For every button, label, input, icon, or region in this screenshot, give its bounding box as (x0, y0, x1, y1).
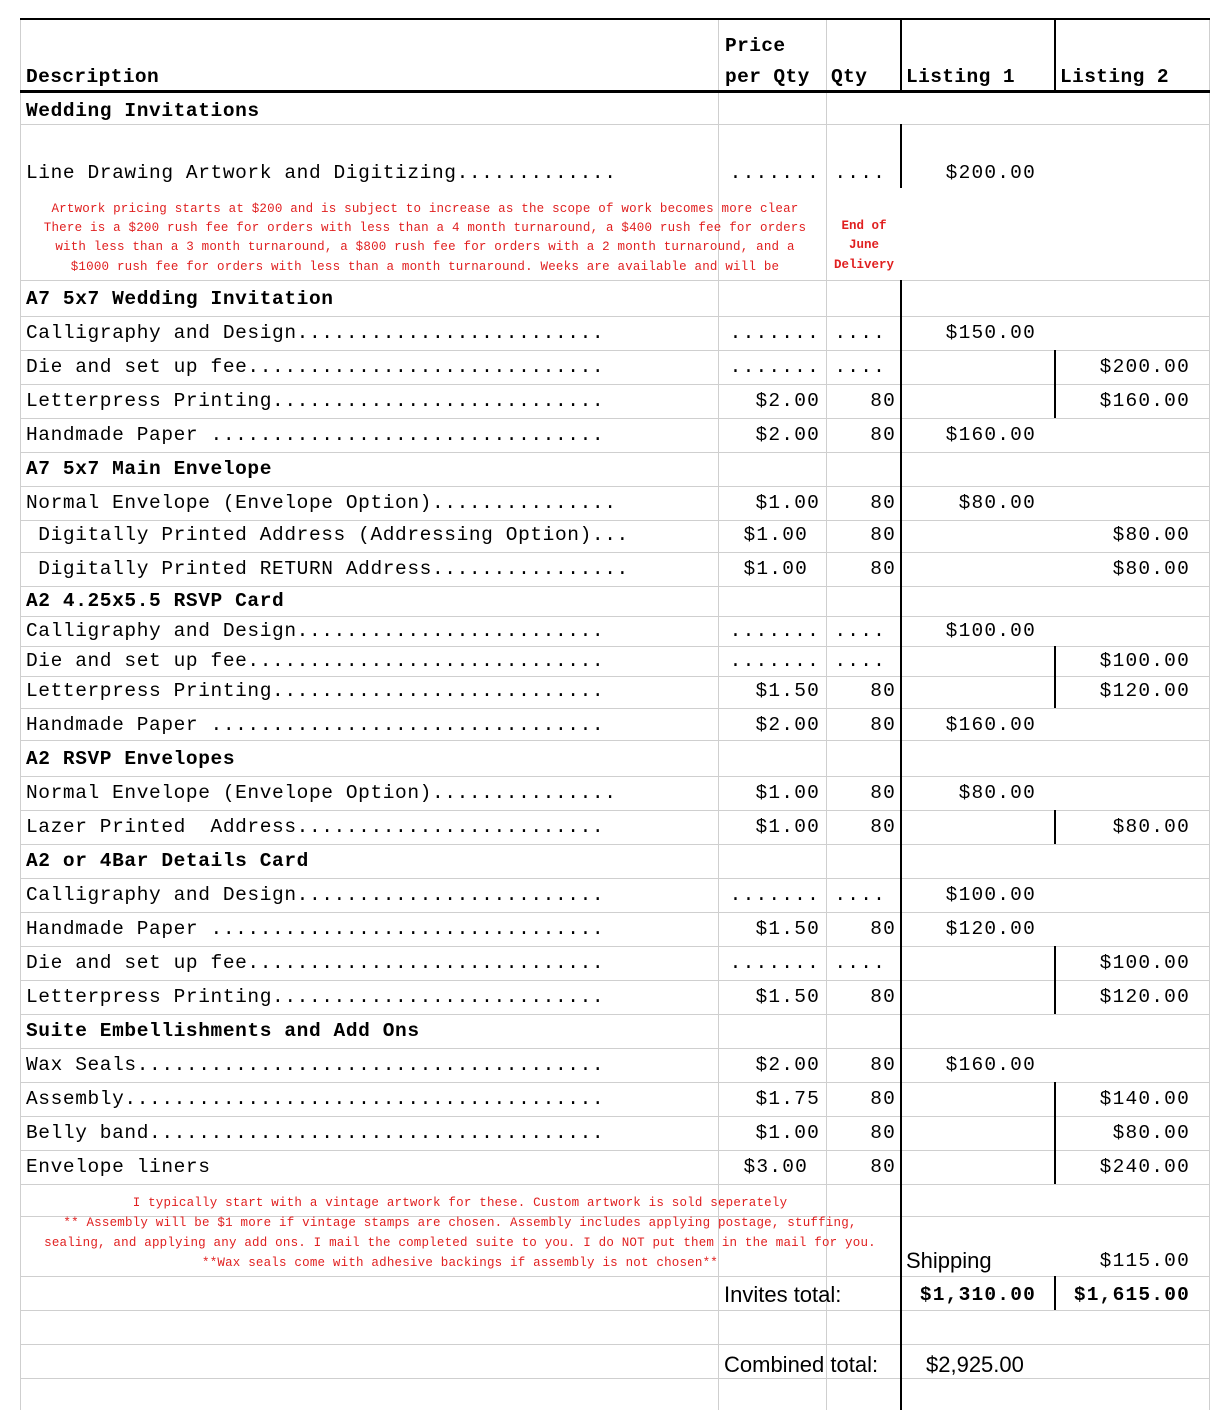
row-listing-2: $120.00 (1099, 986, 1190, 1008)
row-price: ....... (729, 620, 820, 642)
row-qty: 80 (870, 524, 896, 546)
row-price: $1.00 (755, 1122, 820, 1144)
row-qty: 80 (870, 1054, 896, 1076)
row-description: Letterpress Printing........................... (26, 680, 605, 702)
header-listing-1: Listing 1 (906, 66, 1015, 88)
row-qty: 80 (870, 782, 896, 804)
row-listing-1: $200.00 (945, 162, 1036, 184)
invites-total-listing-1: $1,310.00 (919, 1284, 1036, 1306)
row-qty: 80 (870, 492, 896, 514)
section-heading: A2 or 4Bar Details Card (26, 850, 309, 872)
row-price: $1.00 (755, 782, 820, 804)
row-qty: .... (834, 322, 886, 344)
footer-note-line: **Wax seals come with adhesive backings if assembly is not chosen** (202, 1256, 718, 1270)
section-heading: A7 5x7 Main Envelope (26, 458, 273, 480)
row-description: Die and set up fee............................. (26, 650, 605, 672)
row-listing-1: $160.00 (945, 424, 1036, 446)
row-price: $1.50 (755, 986, 820, 1008)
row-price: $1.00 (743, 524, 808, 546)
delivery-note-line: End of (841, 219, 887, 233)
row-listing-2: $240.00 (1099, 1156, 1190, 1178)
row-price: $2.00 (755, 424, 820, 446)
row-listing-1: $160.00 (945, 1054, 1036, 1076)
row-listing-2: $120.00 (1099, 680, 1190, 702)
header-price-line2: per Qty (725, 66, 810, 88)
row-qty: .... (834, 620, 886, 642)
row-qty: 80 (870, 1156, 896, 1178)
row-qty: 80 (870, 986, 896, 1008)
row-price: $1.75 (755, 1088, 820, 1110)
row-qty: 80 (870, 816, 896, 838)
invites-total-listing-2: $1,615.00 (1073, 1284, 1190, 1306)
row-description: Handmade Paper ................................ (26, 714, 605, 736)
artwork-note-line: with less than a 3 month turnaround, a $800 rush fee for orders with a 2 month turnaround, and a (55, 240, 795, 254)
row-price: $2.00 (755, 714, 820, 736)
row-qty: 80 (870, 558, 896, 580)
section-heading: A2 4.25x5.5 RSVP Card (26, 590, 285, 612)
artwork-note-line: $1000 rush fee for orders with less than a month turnaround. Weeks are available and will be (70, 260, 780, 274)
footer-note-line: I typically start with a vintage artwork for these. Custom artwork is sold seperately (132, 1196, 788, 1210)
row-qty: 80 (870, 918, 896, 940)
row-price: ....... (729, 650, 820, 672)
row-listing-2: $80.00 (1112, 816, 1190, 838)
row-listing-1: $150.00 (945, 322, 1036, 344)
row-description: Assembly....................................... (26, 1088, 605, 1110)
header-listing-2: Listing 2 (1060, 66, 1169, 88)
row-listing-1: $160.00 (945, 714, 1036, 736)
footer-note-line: sealing, and applying any add ons. I mail the completed suite to you. I do NOT put them in the mail for you. (44, 1236, 876, 1250)
row-description: Letterpress Printing........................... (26, 390, 605, 412)
row-description: Belly band..................................... (26, 1122, 605, 1144)
combined-total-label: Combined total: (724, 1354, 879, 1376)
row-listing-2: $80.00 (1112, 524, 1190, 546)
row-description: Die and set up fee............................. (26, 356, 605, 378)
row-qty: 80 (870, 390, 896, 412)
row-listing-2: $100.00 (1099, 650, 1190, 672)
row-listing-1: $80.00 (958, 782, 1036, 804)
row-description: Handmade Paper ................................ (26, 918, 605, 940)
row-description: Normal Envelope (Envelope Option)............... (26, 782, 617, 804)
row-price: $1.00 (755, 492, 820, 514)
row-price: ....... (729, 356, 820, 378)
row-listing-1: $100.00 (945, 884, 1036, 906)
row-qty: .... (834, 952, 886, 974)
row-description: Normal Envelope (Envelope Option)............... (26, 492, 617, 514)
row-price: $2.00 (755, 390, 820, 412)
header-description: Description (26, 66, 160, 88)
row-qty: .... (834, 356, 886, 378)
row-listing-2: $80.00 (1112, 558, 1190, 580)
row-price: $3.00 (743, 1156, 808, 1178)
row-price: $1.00 (743, 558, 808, 580)
row-listing-2: $80.00 (1112, 1122, 1190, 1144)
row-description: Calligraphy and Design......................... (26, 322, 605, 344)
shipping-value: $115.00 (1099, 1250, 1190, 1272)
row-description: Die and set up fee............................. (26, 952, 605, 974)
row-qty: 80 (870, 1122, 896, 1144)
row-listing-2: $140.00 (1099, 1088, 1190, 1110)
row-price: $2.00 (755, 1054, 820, 1076)
row-qty: 80 (870, 714, 896, 736)
row-price: ....... (729, 322, 820, 344)
row-listing-2: $200.00 (1099, 356, 1190, 378)
section-heading: Suite Embellishments and Add Ons (26, 1020, 420, 1042)
section-heading: A7 5x7 Wedding Invitation (26, 288, 334, 310)
artwork-note-line: Artwork pricing starts at $200 and is subject to increase as the scope of work becomes more clear (51, 202, 799, 216)
row-listing-1: $80.00 (958, 492, 1036, 514)
footer-note-line: ** Assembly will be $1 more if vintage stamps are chosen. Assembly includes applying postage, stuffing, (63, 1216, 857, 1230)
row-price: ....... (729, 162, 820, 184)
section-heading: A2 RSVP Envelopes (26, 748, 236, 770)
row-price: ....... (729, 884, 820, 906)
row-qty: .... (834, 884, 886, 906)
section-heading: Wedding Invitations (26, 100, 260, 122)
row-description: Letterpress Printing........................... (26, 986, 605, 1008)
invites-total-label: Invites total: (724, 1282, 842, 1307)
row-description: Calligraphy and Design......................... (26, 884, 605, 906)
combined-total-value: $2,925.00 (926, 1352, 1024, 1377)
row-listing-2: $100.00 (1099, 952, 1190, 974)
row-price: ....... (729, 952, 820, 974)
row-description: Lazer Printed Address......................... (26, 816, 605, 838)
row-description: Digitally Printed RETURN Address................ (26, 558, 629, 580)
row-listing-2: $160.00 (1099, 390, 1190, 412)
row-qty: 80 (870, 1088, 896, 1110)
row-qty: 80 (870, 424, 896, 446)
row-description: Wax Seals...................................... (26, 1054, 605, 1076)
header-qty: Qty (831, 66, 868, 88)
delivery-note-line: June (848, 238, 879, 252)
row-description: Line Drawing Artwork and Digitizing............. (26, 162, 617, 184)
row-qty: 80 (870, 680, 896, 702)
row-description: Calligraphy and Design......................... (26, 620, 605, 642)
row-listing-1: $120.00 (945, 918, 1036, 940)
row-description: Digitally Printed Address (Addressing Option)... (26, 524, 629, 546)
row-description: Envelope liners (26, 1156, 211, 1178)
row-listing-1: $100.00 (945, 620, 1036, 642)
artwork-note-line: There is a $200 rush fee for orders with less than a 4 month turnaround, a $400 rush fee for orders (43, 221, 807, 235)
shipping-label: Shipping (906, 1248, 992, 1273)
row-qty: .... (834, 650, 886, 672)
row-price: $1.00 (755, 816, 820, 838)
row-price: $1.50 (755, 680, 820, 702)
row-qty: .... (834, 162, 886, 184)
delivery-note-line: Delivery (833, 258, 894, 272)
row-description: Handmade Paper ................................ (26, 424, 605, 446)
header-price-line1: Price (725, 35, 786, 57)
row-price: $1.50 (755, 918, 820, 940)
